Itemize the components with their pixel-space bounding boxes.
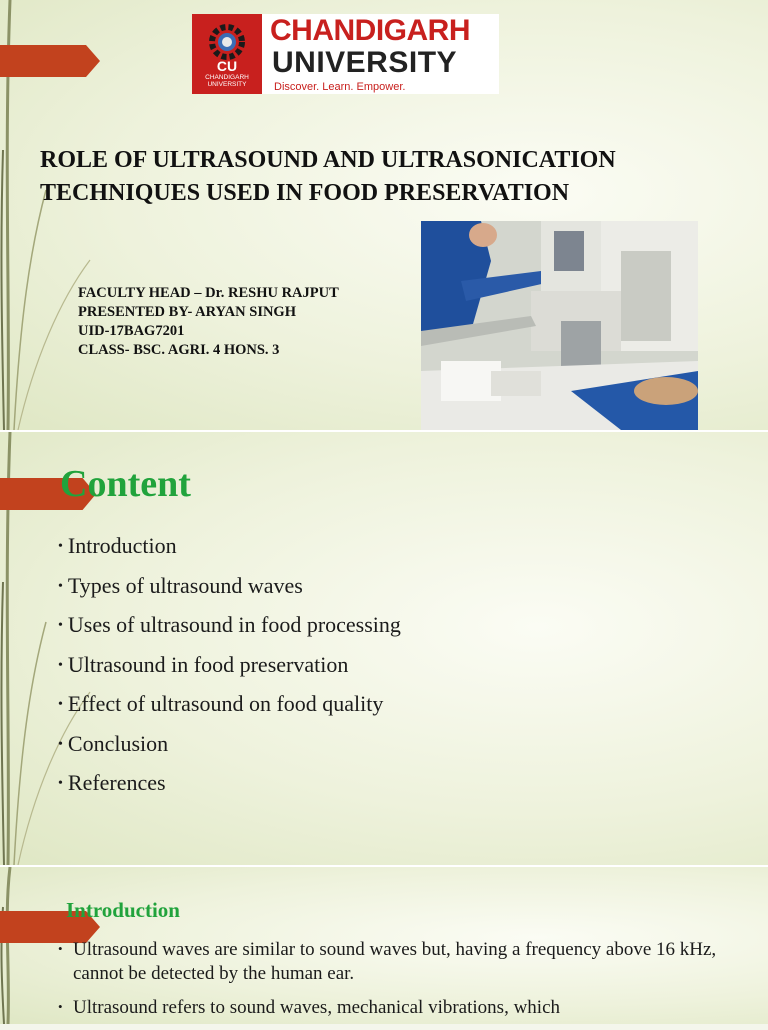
class: CLASS- BSC. AGRI. 4 HONS. 3: [78, 342, 280, 358]
content-heading: Content: [60, 463, 191, 505]
introduction-list: [58, 938, 758, 1030]
food-machine-photo: [421, 221, 698, 430]
faculty-head: FACULTY HEAD – Dr. RESHU RAJPUT: [78, 285, 339, 301]
slide-title: [40, 144, 740, 210]
title-slide: [0, 0, 768, 430]
title-line-2: TECHNIQUES USED IN FOOD PRESERVATION: [40, 180, 570, 206]
list-item: • References: [58, 765, 401, 805]
logo-sub: CHANDIGARH UNIVERSITY: [205, 74, 249, 88]
presenter-info: [78, 284, 339, 360]
logo-name-line2: UNIVERSITY: [272, 46, 458, 79]
list-item: • Ultrasound waves are similar to sound waves but, having a frequency above 16 kHz, cannot be detected by the human ear.: [58, 938, 758, 986]
list-item: • Conclusion: [58, 726, 401, 766]
presented-by: PRESENTED BY- ARYAN SINGH: [78, 304, 296, 320]
list-item: • Effect of ultrasound on food quality: [58, 686, 401, 726]
list-item: • Types of ultrasound waves: [58, 568, 401, 608]
logo-tagline: Discover. Learn. Empower.: [274, 81, 406, 93]
logo-name-line1: CHANDIGARH: [270, 14, 470, 47]
list-item: • Introduction: [58, 528, 401, 568]
list-item: • Uses of ultrasound in food processing: [58, 607, 401, 647]
uid: UID-17BAG7201: [78, 323, 185, 339]
introduction-heading: Introduction: [66, 898, 180, 922]
university-logo: [192, 14, 499, 94]
content-list: [58, 528, 401, 805]
logo-emblem: [192, 14, 262, 94]
list-item: • Ultrasound in food preservation: [58, 647, 401, 687]
logo-short: CU: [216, 58, 238, 74]
list-item: • Ultrasound refers to sound waves, mechanical vibrations, which: [58, 996, 758, 1020]
accent-tab: [0, 45, 100, 77]
title-line-1: ROLE OF ULTRASOUND AND ULTRASONICATION: [40, 147, 616, 173]
